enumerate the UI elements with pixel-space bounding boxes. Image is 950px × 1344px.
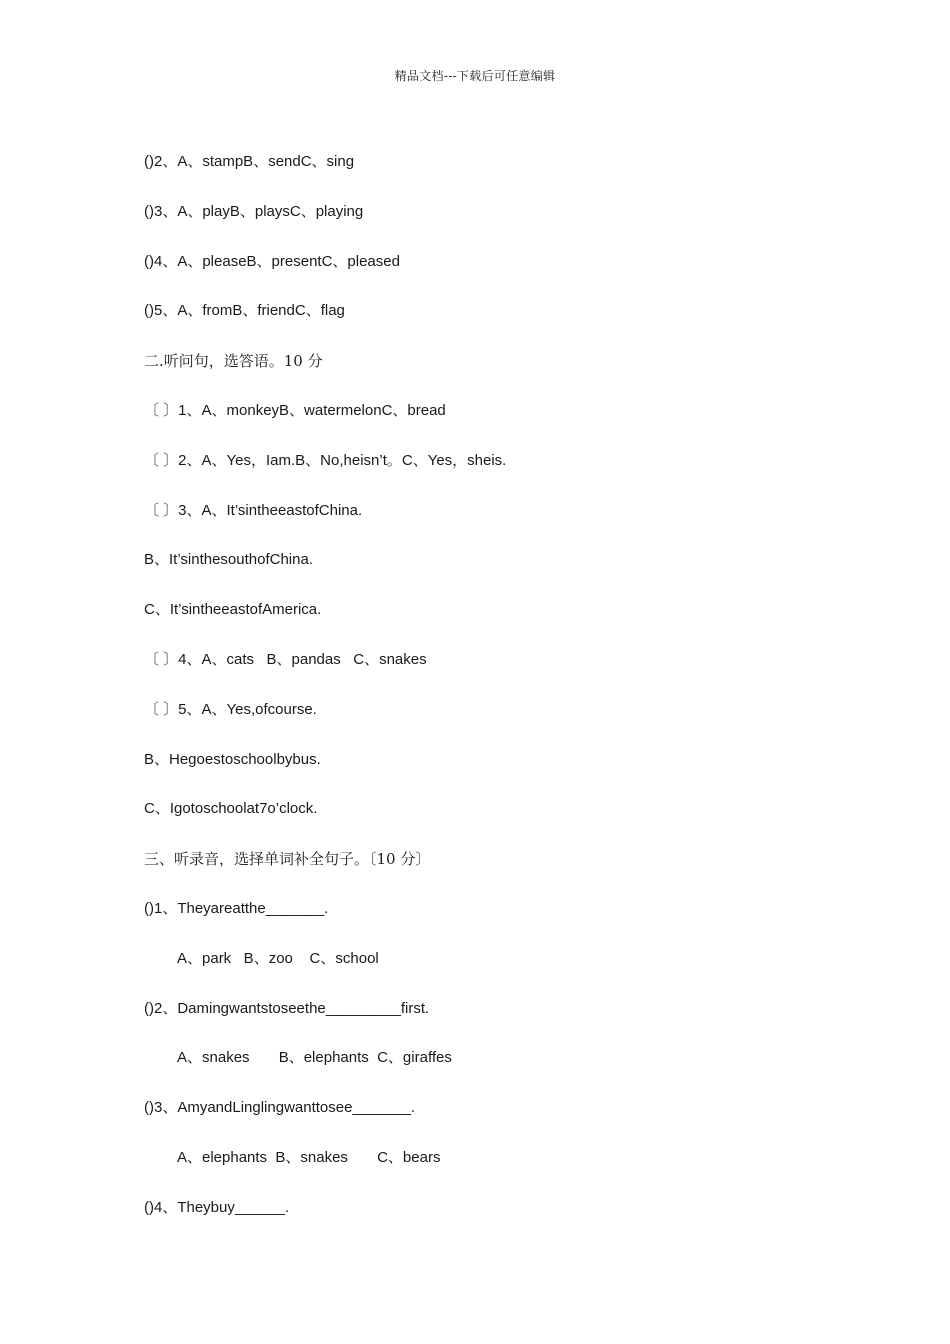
question-line: 〔 〕3、A、It’sintheeastofChina.: [144, 501, 363, 519]
document-body: [144, 150, 844, 1246]
option-line: A、park B、zoo C、school: [177, 949, 379, 967]
question-line: 〔 〕1、A、monkeyB、watermelonC、bread: [144, 401, 446, 419]
section-heading: 二.听问句，选答语。10 分: [144, 352, 323, 371]
option-line: C、Igotoschoolat7o’clock.: [144, 800, 318, 818]
question-line: ()4、A、pleaseB、presentC、pleased: [144, 252, 400, 270]
option-line: A、snakes B、elephants C、giraffes: [177, 1049, 452, 1067]
question-line: 〔 〕4、A、cats B、pandas C、snakes: [144, 650, 427, 668]
question-line: ()5、A、fromB、friendC、flag: [144, 302, 345, 320]
question-line: 〔 〕2、A、Yes，Iam.B、No,heisn’t。C、Yes，sheis.: [144, 451, 507, 469]
option-line: B、It’sinthesouthofChina.: [144, 551, 313, 569]
option-line: B、Hegoestoschoolbybus.: [144, 750, 321, 768]
question-line: ()2、Damingwantstoseethe_________first.: [144, 999, 430, 1017]
section-heading: 三、听录音，选择单词补全句子。〔10 分〕: [144, 850, 431, 869]
option-line: C、It’sintheeastofAmerica.: [144, 601, 322, 619]
question-line: ()3、A、playB、playsC、playing: [144, 202, 364, 220]
question-line: 〔 〕5、A、Yes,ofcourse.: [144, 700, 317, 718]
option-line: A、elephants B、snakes C、bears: [177, 1148, 441, 1166]
question-line: ()1、Theyareatthe_______.: [144, 899, 329, 917]
page-header: 精品文档---下载后可任意编辑: [394, 69, 556, 83]
question-line: ()2、A、stampB、sendC、sing: [144, 153, 355, 170]
question-line: ()3、AmyandLinglingwanttosee_______.: [144, 1099, 416, 1117]
question-line: ()4、Theybuy______.: [144, 1198, 290, 1216]
